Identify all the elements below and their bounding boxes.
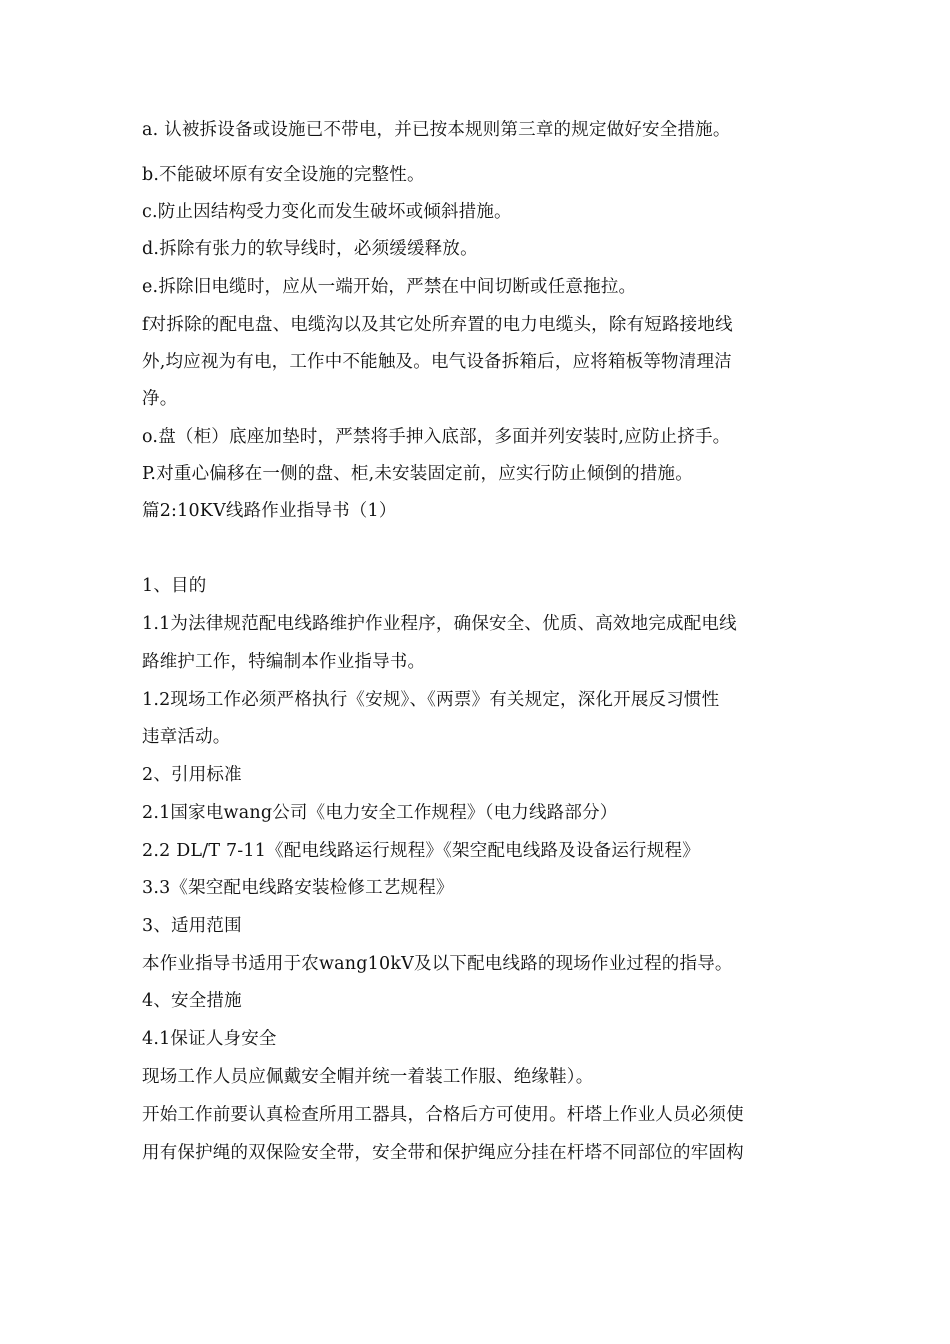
text-line: a. 认被拆设备或设施已不带电，并已按本规则第三章的规定做好安全措施。 xyxy=(142,120,731,140)
text-line: 2.1国家电wang公司《电力安全工作规程》（电力线路部分） xyxy=(142,803,618,823)
text-line: 4.1保证人身安全 xyxy=(142,1029,277,1049)
text-line: o.盘（柜）底座加垫时，严禁将手抻入底部，多面并列安装时,应防止挤手。 xyxy=(142,427,731,447)
text-line: 2、引用标准 xyxy=(142,765,242,785)
text-line: 外,均应视为有电，工作中不能触及。电气设备拆箱后，应将箱板等物清理洁 xyxy=(142,352,732,372)
text-line: b.不能破坏原有安全设施的完整性。 xyxy=(142,165,425,185)
text-line: 路维护工作，特编制本作业指导书。 xyxy=(142,652,426,672)
text-line: 1、目的 xyxy=(142,576,207,596)
text-line: 1.1为法律规范配电线路维护作业程序，确保安全、优质、高效地完成配电线 xyxy=(142,614,737,634)
text-line: 用有保护绳的双保险安全带，安全带和保护绳应分挂在杆塔不同部位的牢固构 xyxy=(142,1143,744,1163)
section-heading: 篇2:10KV线路作业指导书（1） xyxy=(142,501,397,521)
text-line: c.防止因结构受力变化而发生破坏或倾斜措施。 xyxy=(142,202,512,222)
text-line: e.拆除旧电缆时，应从一端开始，严禁在中间切断或任意拖拉。 xyxy=(142,277,637,297)
text-line: 开始工作前要认真检查所用工器具，合格后方可使用。杆塔上作业人员必须使 xyxy=(142,1105,744,1125)
text-line: 2.2 DL/T 7-11《配电线路运行规程》《架空配电线路及设备运行规程》 xyxy=(142,841,700,861)
text-line: 4、安全措施 xyxy=(142,991,242,1011)
text-line: 现场工作人员应佩戴安全帽并统一着装工作服、绝缘鞋）。 xyxy=(142,1067,594,1087)
text-line: 1.2现场工作必须严格执行《安规》、《两票》有关规定，深化开展反习惯性 xyxy=(142,690,720,710)
text-line: 3.3《架空配电线路安装检修工艺规程》 xyxy=(142,878,454,898)
text-line: 净。 xyxy=(142,389,178,409)
text-line: 违章活动。 xyxy=(142,727,231,747)
text-line: P.对重心偏移在一侧的盘、柜,未安装固定前，应实行防止倾倒的措施。 xyxy=(142,464,693,484)
text-line: 本作业指导书适用于农wang10kV及以下配电线路的现场作业过程的指导。 xyxy=(142,954,733,974)
text-line: f对拆除的配电盘、电缆沟以及其它处所弃置的电力电缆头，除有短路接地线 xyxy=(142,315,733,335)
text-line: d.拆除有张力的软导线时，必须缓缓释放。 xyxy=(142,239,478,259)
text-line: 3、适用范围 xyxy=(142,916,242,936)
